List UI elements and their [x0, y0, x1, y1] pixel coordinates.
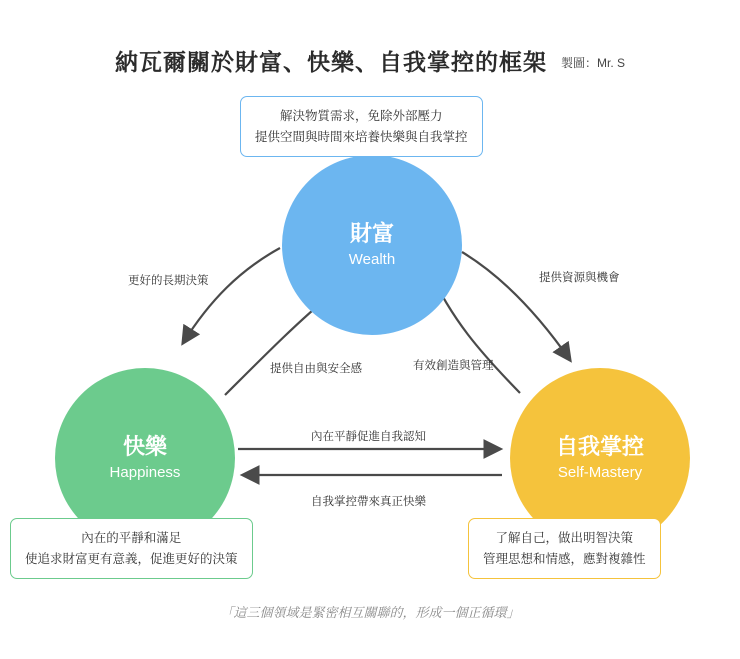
node-wealth-label-cn: 財富 [349, 220, 394, 246]
edge-label-wealth-to-happiness: 更好的長期決策 [128, 275, 209, 287]
callout-mastery-line1: 了解自己，做出明智決策 [495, 531, 634, 545]
title-credit: 製圖：Mr. S [560, 56, 625, 70]
node-wealth-label-en: Wealth [348, 251, 396, 269]
node-happiness-label-cn: 快樂 [122, 433, 167, 459]
callout-wealth-line1: 解決物質需求，免除外部壓力 [280, 109, 443, 123]
edge-label-mastery-to-happiness: 自我掌控帶來真正快樂 [311, 496, 426, 508]
callout-happiness-line1: 內在的平靜和滿足 [81, 531, 182, 545]
footer-quote: 「這三個領域是緊密相互關聯的，形成一個正循環」 [220, 605, 520, 620]
callout-wealth-line2: 提供空間與時間來培養快樂與自我掌控 [255, 129, 468, 144]
edge-label-happiness-to-wealth: 提供自由與安全感 [270, 363, 362, 375]
title-text: 納瓦爾關於財富、快樂、自我掌控的框架 [114, 49, 547, 75]
node-happiness-label-en: Happiness [109, 464, 181, 482]
node-mastery-label-cn: 自我掌控 [555, 433, 644, 459]
node-mastery-label-en: Self-Mastery [557, 464, 643, 482]
edge-label-mastery-to-wealth: 有效創造與管理 [413, 360, 494, 372]
callout-mastery-line2: 管理思想和情感，應對複雜性 [483, 551, 646, 566]
page-title [0, 44, 740, 77]
edge-label-wealth-to-mastery: 提供資源與機會 [539, 272, 620, 284]
callout-happiness-line2: 使追求財富更有意義，促進更好的決策 [25, 551, 238, 566]
callout-wealth [240, 96, 483, 157]
callout-mastery [468, 518, 661, 579]
node-wealth[interactable] [282, 155, 462, 335]
edge-label-happiness-to-mastery: 內在平靜促進自我認知 [311, 431, 426, 443]
arrow-wealth-to-happiness [183, 248, 280, 343]
callout-happiness [10, 518, 253, 579]
